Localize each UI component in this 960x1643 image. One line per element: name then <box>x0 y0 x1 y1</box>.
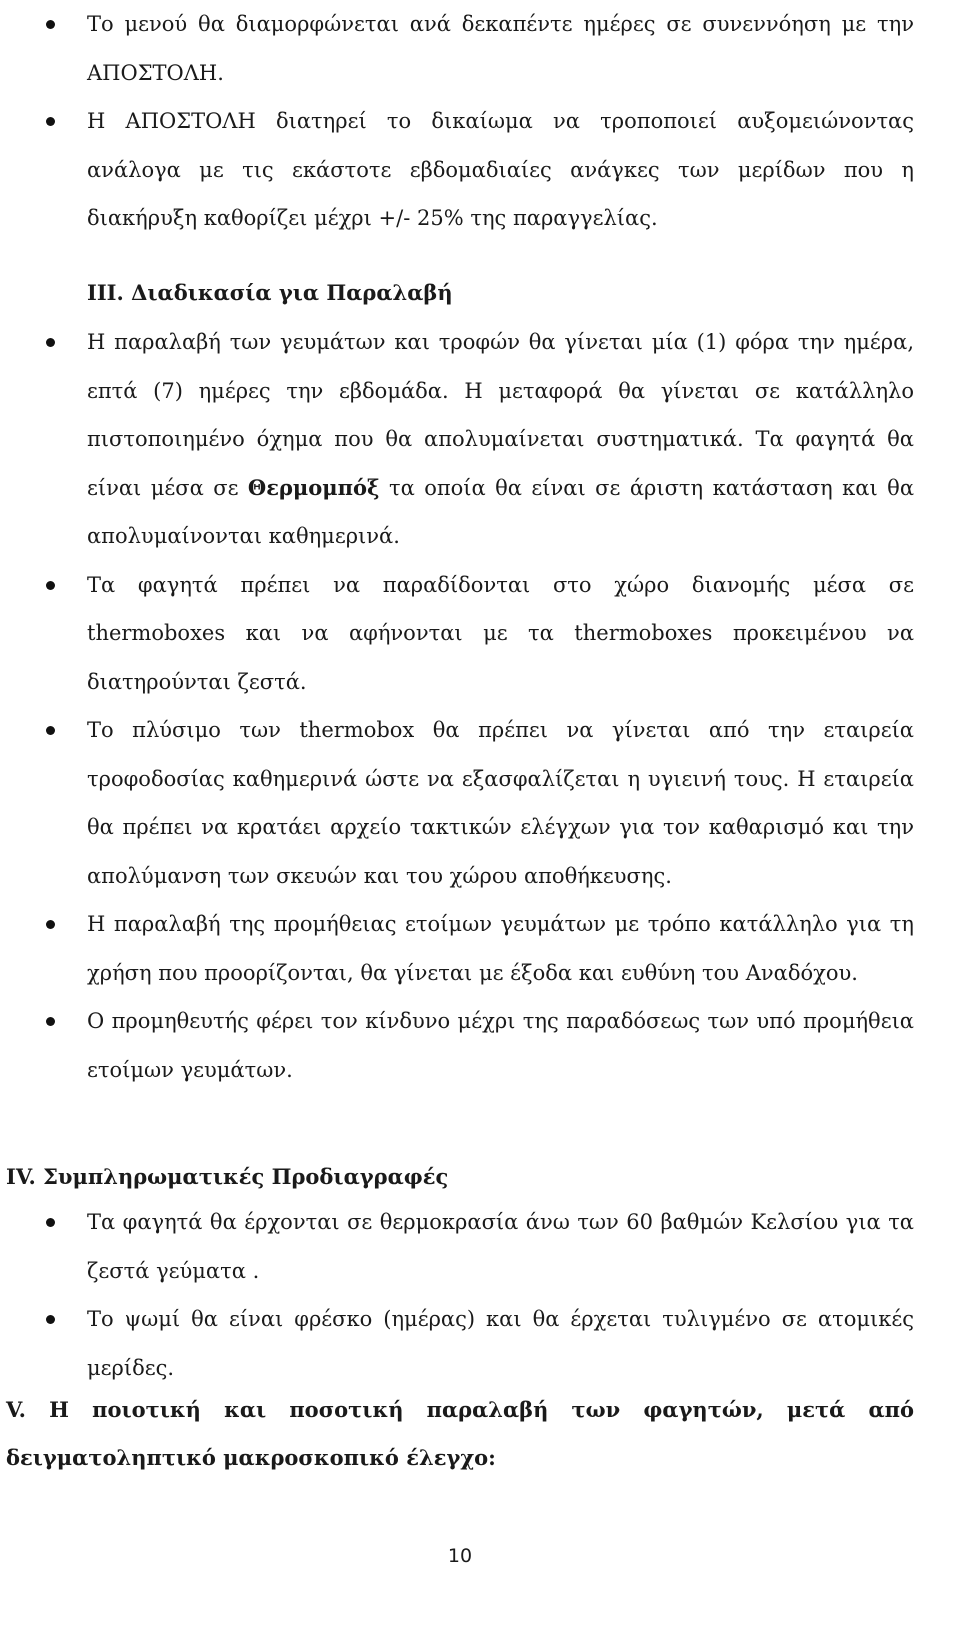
section4-list <box>0 1198 920 1392</box>
bullet-icon <box>46 920 55 929</box>
list-item <box>0 1295 920 1392</box>
list-item-text: Η παραλαβή των γευμάτων και τροφών θα γίνεται μία (1) φόρα την ημέρα, επτά (7) ημέρες την εβδομάδα. Η μεταφορά θα γίνεται σε κατάλληλο πιστοποιημένο όχημα που θα απολυμαίνεται συστηματικά. Τα φαγητά θα είναι μέσα σε <box>87 330 914 500</box>
list-item-text: Το ψωμί θα είναι φρέσκο (ημέρας) και θα έρχεται τυλιγμένο σε ατομικές μερίδες. <box>87 1307 914 1380</box>
list-item-text: Η ΑΠΟΣΤΟΛΗ διατηρεί το δικαίωμα να τροποποιεί αυξομειώνοντας ανάλογα με τις εκάστοτε εβδομαδιαίες ανάγκες των μερίδων που η διακήρυξη καθορίζει μέχρι +/- 25% της παραγγελίας. <box>87 109 914 230</box>
bullet-icon <box>46 338 55 347</box>
list-item-text: Ο προμηθευτής φέρει τον κίνδυνο μέχρι της παραδόσεως των υπό προμήθεια ετοίμων γευμάτων. <box>87 1009 914 1082</box>
list-item-text: Το πλύσιμο των thermobox θα πρέπει να γίνεται από την εταιρεία τροφοδοσίας καθημερινά ώστε να εξασφαλίζεται η υγιεινή τους. Η εταιρεία θα πρέπει να κρατάει αρχείο τακτικών ελέγχων για τον καθαρισμό και την απολύμανση των σκευών και του χώρου αποθήκευσης. <box>87 718 914 888</box>
bullet-icon <box>46 1017 55 1026</box>
bullet-icon <box>46 726 55 735</box>
bold-term: Θερμομπόξ <box>247 474 380 500</box>
bullet-icon <box>46 117 55 126</box>
list-item <box>0 561 920 707</box>
bullet-icon <box>46 1218 55 1227</box>
list-item-text: τα οποία θα είναι σε άριστη κατάσταση και θα απολυμαίνονται καθημερινά. <box>87 475 914 548</box>
list-item-text: Τα φαγητά θα έρχονται σε θερμοκρασία άνω των 60 βαθμών Κελσίου για τα ζεστά γεύματα . <box>87 1210 914 1283</box>
bullet-icon <box>46 20 55 29</box>
section5-heading: V. Η ποιοτική και ποσοτική παραλαβή των φαγητών, μετά από δειγματοληπτικό μακροσκοπικό έλεγχο: <box>6 1397 914 1470</box>
section3-list <box>0 318 920 1094</box>
bullet-icon <box>46 581 55 590</box>
section4-heading: IV. Συμπληρωματικές Προδιαγραφές <box>6 1164 449 1189</box>
section3-heading: III. Διαδικασία για Παραλαβή <box>87 280 453 305</box>
list-item-text: Το μενού θα διαμορφώνεται ανά δεκαπέντε ημέρες σε συνεννόηση με την ΑΠΟΣΤΟΛΗ. <box>87 12 914 85</box>
section2-tail-list <box>0 0 920 243</box>
list-item <box>0 706 920 900</box>
list-item-text: Η παραλαβή της προμήθειας ετοίμων γευμάτων με τρόπο κατάλληλο για τη χρήση που προορίζονται, θα γίνεται με έξοδα και ευθύνη του Αναδόχου. <box>87 912 914 985</box>
page-number: 10 <box>447 1545 473 1567</box>
list-item <box>0 1198 920 1295</box>
list-item <box>0 318 920 561</box>
list-item <box>0 0 920 97</box>
list-item-text: Τα φαγητά πρέπει να παραδίδονται στο χώρο διανομής μέσα σε thermoboxes και να αφήνονται με τα thermoboxes προκειμένου να διατηρούνται ζεστά. <box>87 572 914 694</box>
list-item <box>0 997 920 1094</box>
bullet-icon <box>46 1315 55 1324</box>
list-item <box>0 900 920 997</box>
list-item <box>0 97 920 243</box>
